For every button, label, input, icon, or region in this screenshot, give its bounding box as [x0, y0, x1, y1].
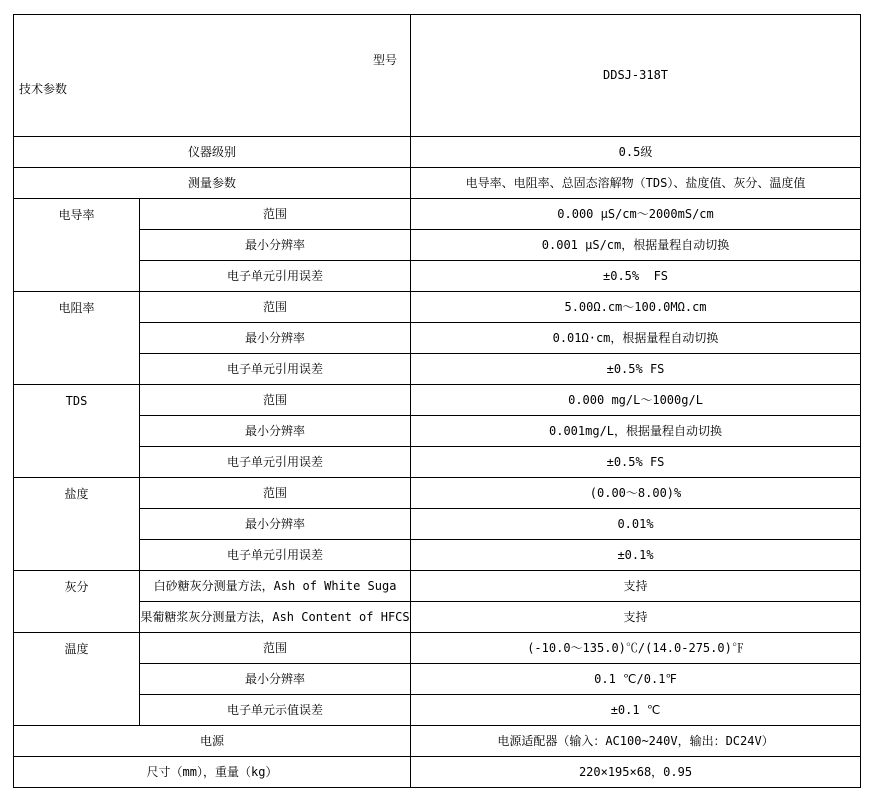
- param-label: 白砂糖灰分测量方法，Ash of White Suga: [140, 571, 411, 602]
- param-label: 范围: [140, 478, 411, 509]
- param-label: 范围: [140, 633, 411, 664]
- table-row-salinity-error: [14, 540, 861, 571]
- table-row-ash-white-sugar: [14, 571, 861, 602]
- model-value: DDSJ-318T: [411, 15, 861, 137]
- param-value: 0.01%: [411, 509, 861, 540]
- model-label: 型号: [373, 53, 398, 67]
- header-row: [14, 15, 861, 137]
- row-value: 0.5级: [411, 137, 861, 168]
- table-row-salinity-resolution: [14, 509, 861, 540]
- row-value: 电源适配器（输入：AC100~240V，输出：DC24V）: [411, 726, 861, 757]
- param-value: ±0.1 ℃: [411, 695, 861, 726]
- row-label: 电源: [14, 726, 411, 757]
- param-label: 电子单元示值误差: [140, 695, 411, 726]
- spec-table: [13, 14, 861, 788]
- param-value: (-10.0～135.0)℃/(14.0-275.0)℉: [411, 633, 861, 664]
- group-label-conductivity: 电导率: [14, 199, 140, 292]
- param-label: 最小分辨率: [140, 509, 411, 540]
- param-label: 果葡糖浆灰分测量方法，Ash Content of HFCS: [140, 602, 411, 633]
- param-value: 0.000 mg/L～1000g/L: [411, 385, 861, 416]
- group-label-salinity: 盐度: [14, 478, 140, 571]
- header-corner-cell: [14, 15, 411, 137]
- table-row-ash-hfcs: [14, 602, 861, 633]
- param-label: 电子单元引用误差: [140, 261, 411, 292]
- param-label: 范围: [140, 292, 411, 323]
- param-label: 电子单元引用误差: [140, 447, 411, 478]
- param-value: 支持: [411, 571, 861, 602]
- table-row-tds-resolution: [14, 416, 861, 447]
- header-corner-wrap: [14, 45, 410, 106]
- group-label-resistivity: 电阻率: [14, 292, 140, 385]
- param-label: 范围: [140, 385, 411, 416]
- row-value: 220×195×68，0.95: [411, 757, 861, 788]
- param-value: ±0.5% FS: [411, 261, 861, 292]
- table-row-conductivity-range: [14, 199, 861, 230]
- param-value: 0.001mg/L，根据量程自动切换: [411, 416, 861, 447]
- param-label: 最小分辨率: [140, 230, 411, 261]
- param-value: (0.00～8.00)%: [411, 478, 861, 509]
- tech-params-label: 技术参数: [19, 82, 68, 96]
- param-value: 支持: [411, 602, 861, 633]
- table-row-temperature-resolution: [14, 664, 861, 695]
- table-row-temperature-error: [14, 695, 861, 726]
- table-row-tds-error: [14, 447, 861, 478]
- param-value: ±0.5% FS: [411, 354, 861, 385]
- row-label: 仪器级别: [14, 137, 411, 168]
- param-label: 最小分辨率: [140, 416, 411, 447]
- param-value: ±0.1%: [411, 540, 861, 571]
- table-row-tds-range: [14, 385, 861, 416]
- table-row-conductivity-error: [14, 261, 861, 292]
- row-label: 尺寸（mm），重量（kg）: [14, 757, 411, 788]
- param-value: 5.00Ω.cm～100.0MΩ.cm: [411, 292, 861, 323]
- table-row-dimensions-weight: [14, 757, 861, 788]
- param-label: 电子单元引用误差: [140, 540, 411, 571]
- table-row-resistivity-range: [14, 292, 861, 323]
- table-row-power: [14, 726, 861, 757]
- param-value: 0.01Ω·cm，根据量程自动切换: [411, 323, 861, 354]
- table-row-measured-params: [14, 168, 861, 199]
- param-value: 0.1 ℃/0.1℉: [411, 664, 861, 695]
- group-label-ash: 灰分: [14, 571, 140, 633]
- table-row-resistivity-error: [14, 354, 861, 385]
- table-row-grade: [14, 137, 861, 168]
- table-row-salinity-range: [14, 478, 861, 509]
- row-value: 电导率、电阻率、总固态溶解物（TDS）、盐度值、灰分、温度值: [411, 168, 861, 199]
- group-label-tds: TDS: [14, 385, 140, 478]
- table-row-resistivity-resolution: [14, 323, 861, 354]
- row-label: 测量参数: [14, 168, 411, 199]
- group-label-temperature: 温度: [14, 633, 140, 726]
- table-row-conductivity-resolution: [14, 230, 861, 261]
- param-label: 最小分辨率: [140, 664, 411, 695]
- param-value: 0.000 μS/cm～2000mS/cm: [411, 199, 861, 230]
- param-label: 最小分辨率: [140, 323, 411, 354]
- param-value: 0.001 μS/cm，根据量程自动切换: [411, 230, 861, 261]
- param-label: 电子单元引用误差: [140, 354, 411, 385]
- param-label: 范围: [140, 199, 411, 230]
- param-value: ±0.5% FS: [411, 447, 861, 478]
- table-row-temperature-range: [14, 633, 861, 664]
